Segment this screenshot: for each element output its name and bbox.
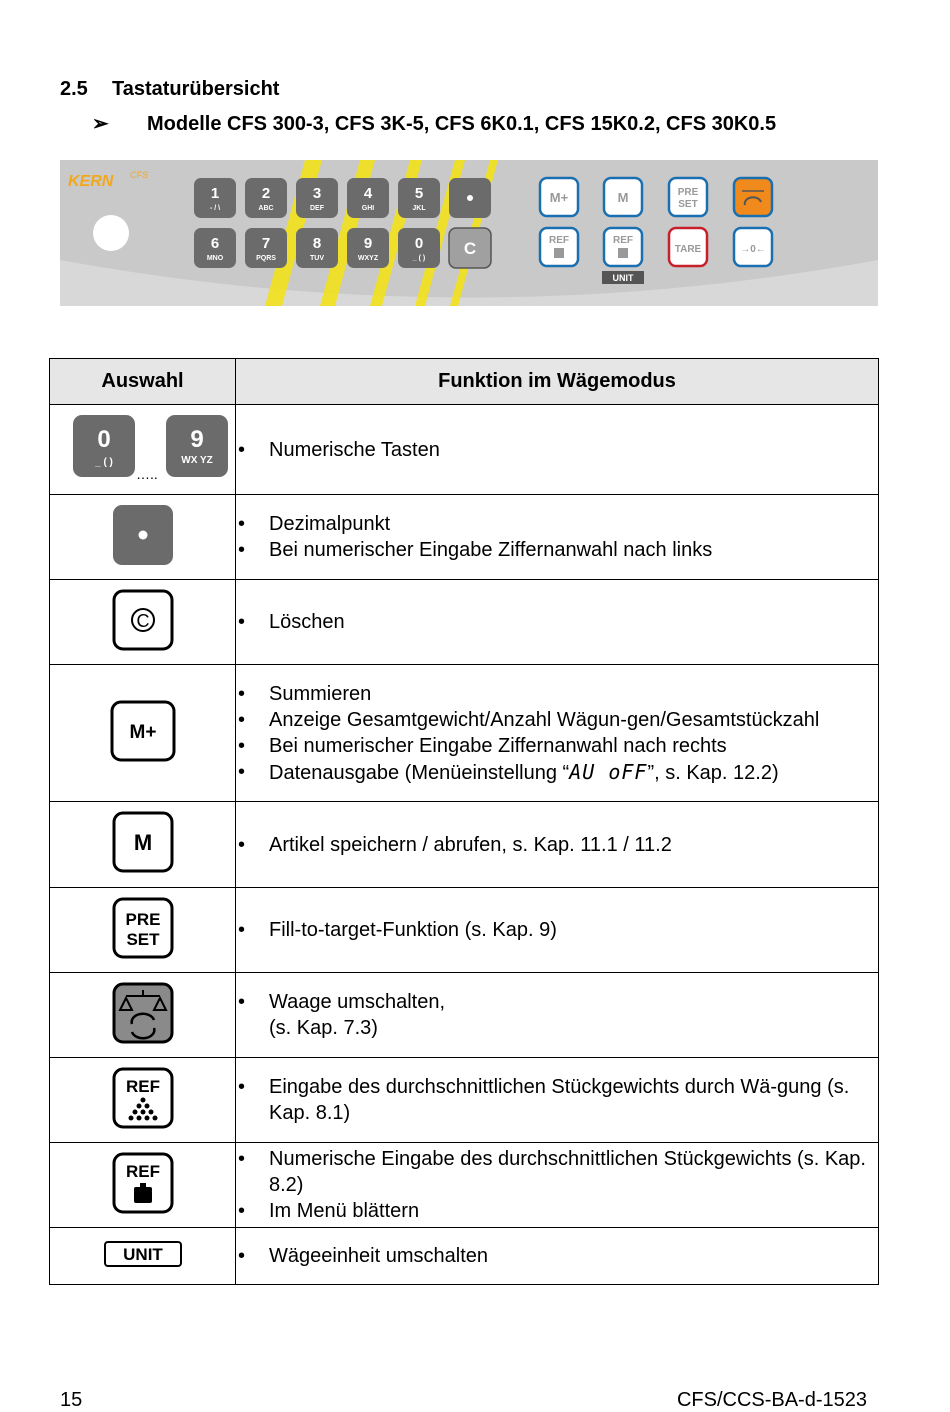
function-list	[236, 989, 878, 1041]
list-item: • Waage umschalten, (s. Kap. 7.3)	[236, 989, 878, 1041]
list-item: • Löschen	[236, 609, 878, 635]
table-row	[50, 1228, 879, 1285]
table-header-row	[50, 359, 879, 405]
svg-text:9: 9	[189, 426, 204, 453]
svg-text:→0←: →0←	[740, 244, 766, 255]
svg-text:8: 8	[312, 235, 322, 252]
list-item: • Wägeeinheit umschalten	[236, 1243, 878, 1269]
svg-text:2: 2	[261, 185, 271, 202]
section-heading	[60, 78, 279, 101]
list-item: • Eingabe des durchschnittlichen Stückgewichts durch Wä-gung (s. Kap. 8.1)	[236, 1074, 878, 1126]
decimal-point-key-icon	[110, 502, 176, 568]
key-table	[49, 358, 879, 1285]
header-function: Funktion im Wägemodus	[236, 359, 879, 405]
svg-text:M+: M+	[549, 190, 569, 205]
svg-text:REF: REF	[125, 1161, 160, 1181]
svg-text:TARE: TARE	[674, 244, 702, 255]
function-list	[236, 832, 878, 858]
panel-fn-key-2[interactable]	[669, 178, 707, 216]
panel-key-4[interactable]	[347, 178, 389, 218]
panel-unit-label	[602, 271, 644, 284]
table-row	[50, 973, 879, 1058]
svg-text:5: 5	[414, 185, 424, 202]
svg-text:PRE: PRE	[677, 187, 699, 198]
svg-text:UNIT: UNIT	[122, 1244, 163, 1264]
unit-key-icon	[103, 1240, 183, 1268]
round-window	[93, 215, 129, 251]
models-line	[92, 111, 776, 136]
svg-text:- / \: - / \	[209, 205, 221, 212]
panel-fn-key-7[interactable]	[734, 228, 772, 266]
panel-fn-key-0[interactable]	[540, 178, 578, 216]
m-plus-key-icon	[108, 698, 178, 764]
panel-key-clear[interactable]	[449, 228, 491, 268]
svg-text:M: M	[617, 190, 629, 205]
svg-text:TUV: TUV	[310, 255, 324, 262]
list-item: • Numerische Tasten	[236, 437, 878, 463]
svg-text:_ ( ): _ ( )	[412, 255, 426, 262]
page-number: 15	[60, 1389, 83, 1411]
svg-text:9: 9	[363, 235, 373, 252]
list-item: • Anzeige Gesamtgewicht/Anzahl Wägun-gen/Gesamtstückzahl	[236, 707, 878, 733]
function-list	[236, 681, 878, 786]
svg-text:PQRS: PQRS	[256, 255, 276, 262]
table-row	[50, 665, 879, 802]
arrow-bullet-icon: ➢	[92, 113, 109, 135]
list-item: • Bei numerischer Eingabe Ziffernanwahl nach rechts	[236, 733, 878, 759]
svg-text:1: 1	[210, 185, 220, 202]
list-item: • Numerische Eingabe des durchschnittlichen Stückgewichts (s. Kap. 8.2)	[236, 1146, 878, 1198]
panel-key-9[interactable]	[347, 228, 389, 268]
svg-text:UNIT: UNIT	[612, 273, 634, 283]
panel-key-6[interactable]	[194, 228, 236, 268]
preset-key-icon	[110, 895, 176, 961]
panel-key-dot[interactable]	[449, 178, 491, 218]
clear-key-icon	[110, 587, 176, 653]
panel-fn-key-switch-scale[interactable]	[734, 178, 772, 216]
table-row	[50, 405, 879, 495]
svg-text:SET: SET	[125, 929, 160, 949]
svg-text:C: C	[463, 239, 477, 258]
svg-text:JKL: JKL	[412, 205, 426, 212]
ref-weight-key-icon	[110, 1150, 176, 1216]
m-key-icon	[110, 809, 176, 875]
svg-text:SET: SET	[678, 199, 698, 210]
list-item: • Datenausgabe (Menüeinstellung “AU oFF”, s. Kap. 12.2)	[236, 759, 878, 786]
panel-key-0[interactable]	[398, 228, 440, 268]
panel-fn-key-ref-pieces[interactable]	[540, 228, 578, 266]
document-id: CFS/CCS-BA-d-1523	[676, 1389, 867, 1411]
panel-fn-key-ref-weight[interactable]	[604, 228, 642, 266]
section-number: 2.5	[60, 78, 88, 100]
function-list	[236, 609, 878, 635]
panel-key-3[interactable]	[296, 178, 338, 218]
table-row	[50, 1143, 879, 1228]
svg-text:…..: …..	[135, 466, 158, 482]
svg-text:0: 0	[96, 426, 111, 453]
panel-key-5[interactable]	[398, 178, 440, 218]
lcd-setting: AU oFF	[569, 759, 648, 784]
list-item: • Artikel speichern / abrufen, s. Kap. 11.1 / 11.2	[236, 832, 878, 858]
svg-text:M+: M+	[129, 721, 156, 743]
function-list	[236, 1243, 878, 1269]
panel-key-8[interactable]	[296, 228, 338, 268]
list-item: • Bei numerischer Eingabe Ziffernanwahl nach links	[236, 537, 878, 563]
svg-text:4: 4	[363, 185, 373, 202]
table-row	[50, 1058, 879, 1143]
svg-text:REF: REF	[549, 235, 569, 246]
function-list	[236, 1146, 878, 1224]
table-row	[50, 580, 879, 665]
svg-text:DEF: DEF	[310, 205, 324, 212]
switch-scale-key-icon	[110, 980, 176, 1046]
section-title: Tastaturübersicht	[112, 78, 280, 100]
list-item: • Fill-to-target-Funktion (s. Kap. 9)	[236, 917, 878, 943]
models-text: Modelle CFS 300-3, CFS 3K-5, CFS 6K0.1, CFS 15K0.2, CFS 30K0.5	[147, 113, 777, 135]
header-selection: Auswahl	[50, 359, 236, 405]
list-item: • Dezimalpunkt	[236, 511, 878, 537]
ref-pieces-key-icon	[110, 1065, 176, 1131]
svg-text:_ ( ): _ ( )	[94, 457, 113, 468]
svg-text:7: 7	[261, 235, 271, 252]
svg-text:3: 3	[312, 185, 322, 202]
svg-text:0: 0	[414, 235, 424, 252]
brand-sub: CFS	[130, 170, 148, 180]
keyboard-panel	[60, 160, 878, 306]
function-list	[236, 511, 878, 563]
list-item: • Summieren	[236, 681, 878, 707]
table-row	[50, 888, 879, 973]
svg-text:MNO: MNO	[206, 255, 224, 262]
svg-text:WXYZ: WXYZ	[357, 255, 379, 262]
svg-text:GHI: GHI	[361, 205, 375, 212]
svg-text:PRE: PRE	[125, 909, 160, 929]
svg-text:ABC: ABC	[258, 205, 274, 212]
svg-text:REF: REF	[613, 235, 633, 246]
function-list	[236, 917, 878, 943]
svg-text:WX YZ: WX YZ	[180, 455, 213, 466]
panel-key-2[interactable]	[245, 178, 287, 218]
function-list	[236, 437, 878, 463]
svg-text:M: M	[133, 830, 152, 855]
svg-text:REF: REF	[125, 1076, 160, 1096]
table-row	[50, 495, 879, 580]
panel-key-1[interactable]	[194, 178, 236, 218]
numeric-keys-icon	[58, 407, 228, 487]
function-list	[236, 1074, 878, 1126]
table-row	[50, 802, 879, 888]
panel-fn-key-1[interactable]	[604, 178, 642, 216]
svg-text:C: C	[136, 610, 149, 631]
list-item: • Im Menü blättern	[236, 1198, 878, 1224]
svg-text:6: 6	[210, 235, 220, 252]
brand-logo: KERN	[68, 173, 114, 190]
panel-fn-key-6[interactable]	[669, 228, 707, 266]
panel-key-7[interactable]	[245, 228, 287, 268]
